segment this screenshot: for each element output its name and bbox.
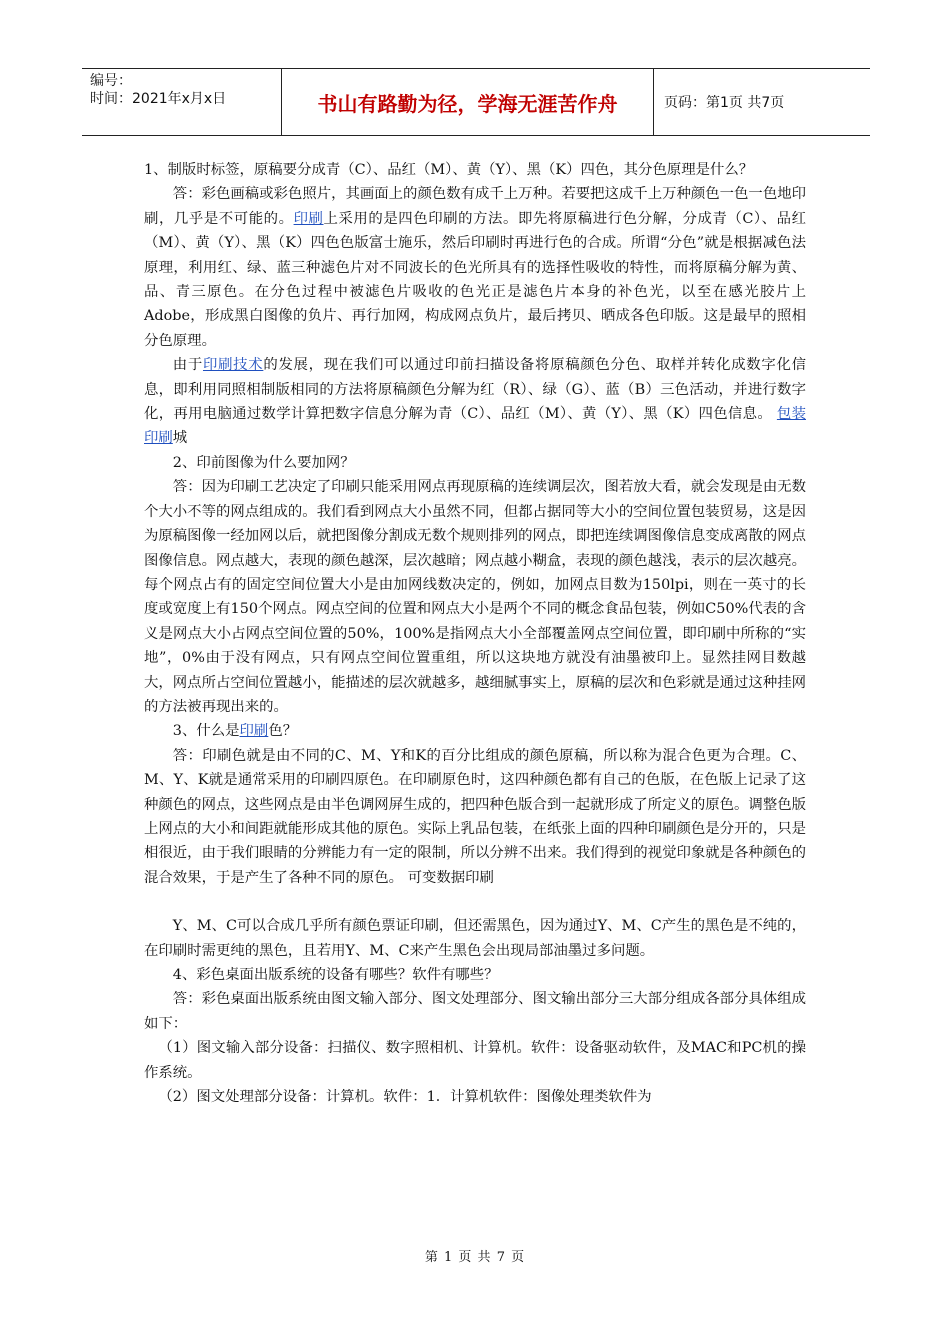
time-label: 时间：2021年x月x日: [90, 91, 227, 107]
q1-answer-text-1: 答：彩色画稿或彩色照片，其画面上的颜色数有成千上万种。若要把这成千上万种颜色一色一色地印刷，几乎是不可能的。: [144, 186, 806, 227]
q1-question: 1、制版时标签，原稿要分成青（C）、品红（M）、黄（Y）、黑（K）四色，其分色原理是什么？: [144, 162, 754, 178]
link-printing-technology[interactable]: 印刷技术: [202, 357, 264, 374]
header-meta: [82, 69, 282, 135]
link-printing[interactable]: 印刷: [293, 210, 324, 227]
q4-item-1: （1）图文输入部分设备：扫描仪、数字照相机、计算机。软件：设备驱动软件，及MAC和PC机的操作系统。: [144, 1040, 806, 1081]
page-header: [82, 68, 870, 136]
q3-extra: Y、M、C可以合成几乎所有颜色票证印刷，但还需黑色，因为通过Y、M、C产生的黑色是不纯的，在印刷时需更纯的黑色，且若用Y、M、C来产生黑色会出现局部油墨过多问题。: [144, 918, 806, 959]
link-printing-color[interactable]: 印刷: [239, 723, 269, 740]
q2-answer: 答：因为印刷工艺决定了印刷只能采用网点再现原稿的连续调层次，图若放大看，就会发现是由无数个大小不等的网点组成的。我们看到网点大小虽然不同，但都占据同等大小的空间位置包装贸易，这是因为原稿图像一经加网以后，就把图像分割成无数个规则排列的网点，即把连续调图像信息变成离散的网点图像信息。网点越大，表现的颜色越深，层次越暗；网点越小糊盒，表现的颜色越浅，表示的层次越亮。每个网点占有的固定空间位置大小是由加网线数决定的，例如，加网点目数为150lpi，则在一英寸的长度或宽度上有150个网点。网点空间的位置和网点大小是两个不同的概念食品包装，例如C50%代表的含义是网点大小占网点空间位置的50%，100%是指网点大小全部覆盖网点空间位置，即印刷中所称的“实地”，0%由于没有网点，只有网点空间位置重组，所以这块地方就没有油墨被印上。显然挂网目数越大，网点所占空间位置越小，能描述的层次就越多，越细腻事实上，原稿的层次和色彩就是通过这种挂网的方法被再现出来的。: [144, 479, 806, 715]
header-page-info: 页码：第1页 共7页: [664, 95, 785, 111]
q1-answer2-text-3: 城: [172, 430, 188, 447]
link-packaging-printing[interactable]: 包装印刷: [144, 406, 806, 447]
q4-question: 4、彩色桌面出版系统的设备有哪些？软件有哪些？: [172, 967, 499, 983]
code-label: 编号：: [90, 73, 132, 89]
q3-question-text-1: 3、什么是: [172, 723, 240, 740]
document-body: [144, 158, 806, 1109]
q3-question: [144, 719, 806, 743]
page-footer: 第 1 页 共 7 页: [424, 1250, 526, 1265]
q2-question: 2、印前图像为什么要加网？: [172, 454, 355, 471]
q3-answer: 答：印刷色就是由不同的C、M、Y和K的百分比组成的颜色原稿，所以称为混合色更为合理。C、M、Y、K就是通常采用的印刷四原色。在印刷原色时，这四种颜色都有自己的色版，在色版上记录了这种颜色的网点，这些网点是由半色调网屏生成的，把四种色版合到一起就形成了所定义的原色。调整色版上网点的大小和间距就能形成其他的原色。实际上乳品包装，在纸张上面的四种印刷颜色是分开的，只是相很近，由于我们眼睛的分辨能力有一定的限制，所以分辨不出来。我们得到的视觉印象就是各种颜色的混合效果，于是产生了各种不同的原色。 可变数据印刷: [144, 747, 806, 886]
paragraph-gap: [144, 890, 806, 914]
q4-answer: 答：彩色桌面出版系统由图文输入部分、图文处理部分、图文输出部分三大部分组成各部分具体组成如下：: [144, 991, 806, 1032]
q1-answer2-text-1: 由于: [172, 357, 203, 374]
q1-answer2-text-2: 的发展，现在我们可以通过印前扫描设备将原稿颜色分色、取样并转化成数字化信息，即利用同照相制版相同的方法将原稿颜色分解为红（R）、绿（G）、蓝（B）三色活动，并进行数字化，再用电脑通过数学计算把数字信息分解为青（C）、品红（M）、黄（Y）、黑（K）四色信息。: [144, 357, 806, 423]
q1-answer-paragraph: [144, 182, 806, 353]
q1-answer-paragraph-2: [144, 353, 806, 451]
header-motto: 书山有路勤为径，学海无涯苦作舟: [282, 69, 654, 135]
q3-question-text-2: 色？: [268, 723, 298, 740]
q4-item-2: （2）图文处理部分设备：计算机。软件：1．计算机软件：图像处理类软件为: [158, 1089, 652, 1106]
q1-answer-text-2: 上采用的是四色印刷的方法。即先将原稿进行色分解，分成青（C）、品红（M）、黄（Y）、黑（K）四色色版富士施乐，然后印刷时再进行色的合成。所谓“分色”就是根据减色法原理，利用红、绿、蓝三种滤色片对不同波长的色光所具有的选择性吸收的特性，而将原稿分解为黄、品、青三原色。在分色过程中被滤色片吸收的色光正是滤色片本身的补色光，以至在感光胶片上Adobe，形成黑白图像的负片、再行加网，构成网点负片，最后拷贝、晒成各色印版。这是最早的照相分色原理。: [144, 210, 806, 349]
